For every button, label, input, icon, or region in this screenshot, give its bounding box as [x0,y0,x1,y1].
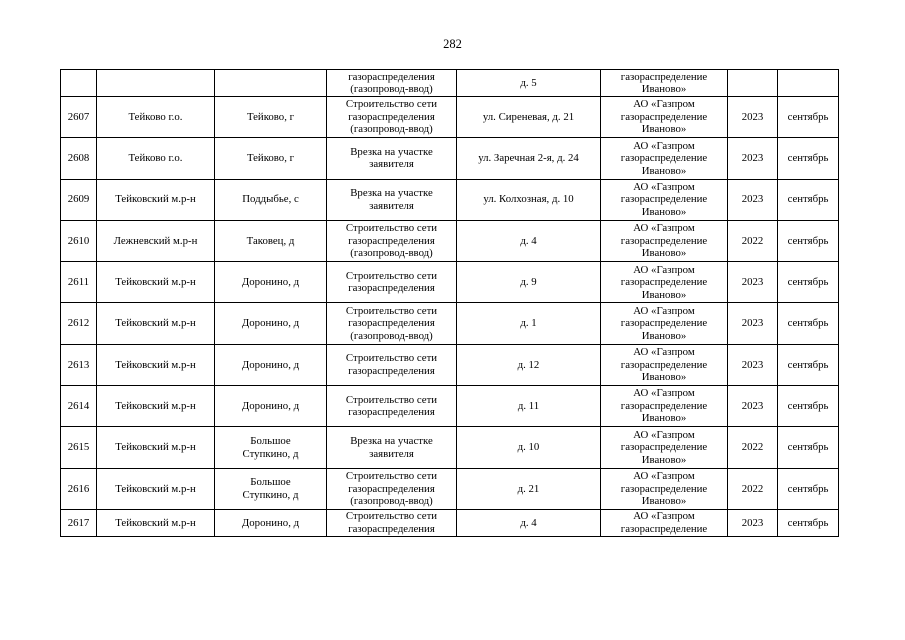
address-cell: д. 21 [457,468,601,509]
year-cell: 2023 [728,386,778,427]
address-cell: д. 4 [457,509,601,536]
table-row [61,70,839,97]
locality-cell-line: Доронино, д [241,399,300,412]
work-type-cell-line: Строительство сети [345,510,438,523]
month-cell [778,70,839,97]
address-cell: д. 9 [457,262,601,303]
operator-cell-line: Иваново» [641,329,687,342]
year-cell [728,70,778,97]
work-type-cell [327,509,457,536]
operator-cell [601,262,728,303]
operator-cell-line: газораспределение [620,522,708,535]
locality-cell-line: Таковец, д [246,234,295,247]
operator-cell-line: Иваново» [641,164,687,177]
operator-cell [601,344,728,385]
operator-cell [601,138,728,179]
address-cell: ул. Сиреневая, д. 21 [457,97,601,138]
operator-cell-line: АО «Газпром [633,387,695,400]
work-type-cell-line: Врезка на участке [350,145,433,158]
table-row [61,97,839,138]
work-type-cell [327,303,457,344]
operator-cell-line: АО «Газпром [633,470,695,483]
table-row [61,427,839,468]
table-row [61,386,839,427]
locality-cell-line: Большое [250,476,291,489]
operator-cell-line: АО «Газпром [633,139,695,152]
operator-cell-line: АО «Газпром [633,98,695,111]
operator-cell [601,468,728,509]
operator-cell [601,303,728,344]
table-row [61,303,839,344]
row-number-cell: 2611 [61,262,97,303]
page-number: 282 [443,37,462,51]
row-number-cell: 2607 [61,97,97,138]
locality-cell [215,386,327,427]
work-type-cell-line: Строительство сети [345,393,438,406]
work-type-cell-line: Строительство сети [345,470,438,483]
row-number-cell: 2608 [61,138,97,179]
district-cell: Тейковский м.р-н [97,179,215,220]
work-type-cell-line: Строительство сети [345,269,438,282]
locality-cell-line: Ступкино, д [242,488,299,501]
row-number-cell: 2617 [61,509,97,536]
operator-cell-line: АО «Газпром [633,346,695,359]
work-type-cell-line: заявителя [369,447,414,460]
year-cell: 2022 [728,427,778,468]
district-cell [97,70,215,97]
work-type-cell [327,138,457,179]
locality-cell-line: Доронино, д [241,317,300,330]
table-row [61,468,839,509]
row-number-cell: 2609 [61,179,97,220]
district-cell: Тейковский м.р-н [97,344,215,385]
operator-cell [601,70,728,97]
locality-cell [215,220,327,261]
table-row [61,262,839,303]
operator-cell-line: газораспределение [620,317,708,330]
operator-cell-line: газораспределение [620,482,708,495]
month-cell: сентябрь [778,179,839,220]
work-type-cell-line: газораспределения [348,317,435,330]
work-type-cell [327,468,457,509]
operator-cell [601,509,728,536]
operator-cell-line: газораспределение [620,110,708,123]
operator-cell-line: Иваново» [641,453,687,466]
row-number-cell: 2616 [61,468,97,509]
work-type-cell-line: Врезка на участке [350,187,433,200]
operator-cell-line: газораспределение [620,70,708,83]
row-number-cell: 2612 [61,303,97,344]
work-type-cell [327,262,457,303]
operator-cell [601,97,728,138]
year-cell: 2023 [728,509,778,536]
work-type-cell-line: газораспределения [348,482,435,495]
work-type-cell-line: Врезка на участке [350,435,433,448]
address-cell: д. 5 [457,70,601,97]
operator-cell-line: Иваново» [641,412,687,425]
district-cell: Тейково г.о. [97,138,215,179]
month-cell: сентябрь [778,468,839,509]
locality-cell [215,468,327,509]
operator-cell-line: АО «Газпром [633,510,695,523]
operator-cell-line: АО «Газпром [633,428,695,441]
operator-cell-line: АО «Газпром [633,304,695,317]
work-type-cell [327,344,457,385]
locality-cell-line: Тейково, г [246,152,295,165]
district-cell: Тейковский м.р-н [97,262,215,303]
table-row [61,138,839,179]
operator-cell-line: газораспределение [620,441,708,454]
locality-cell [215,509,327,536]
row-number-cell: 2614 [61,386,97,427]
work-type-cell [327,220,457,261]
table-row [61,220,839,261]
locality-cell [215,179,327,220]
year-cell: 2023 [728,303,778,344]
work-type-cell-line: (газопровод-ввод) [350,247,433,260]
district-cell: Тейковский м.р-н [97,509,215,536]
work-type-cell [327,386,457,427]
address-cell: д. 4 [457,220,601,261]
operator-cell-line: Иваново» [641,247,687,260]
operator-cell-line: АО «Газпром [633,263,695,276]
district-cell: Тейково г.о. [97,97,215,138]
work-type-cell-line: (газопровод-ввод) [350,123,433,136]
work-type-cell-line: газораспределения [348,70,435,83]
operator-cell-line: Иваново» [641,123,687,136]
operator-cell-line: газораспределение [620,193,708,206]
operator-cell [601,179,728,220]
work-type-cell-line: (газопровод-ввод) [350,83,433,95]
district-cell: Тейковский м.р-н [97,468,215,509]
locality-cell [215,70,327,97]
month-cell: сентябрь [778,427,839,468]
operator-cell-line: газораспределение [620,152,708,165]
year-cell: 2022 [728,468,778,509]
operator-cell-line: АО «Газпром [633,222,695,235]
year-cell: 2023 [728,262,778,303]
month-cell: сентябрь [778,262,839,303]
operator-cell [601,386,728,427]
locality-cell-line: Доронино, д [241,358,300,371]
work-type-cell [327,179,457,220]
table-row [61,179,839,220]
row-number-cell [61,70,97,97]
operator-cell-line: Иваново» [641,83,687,95]
table-row [61,344,839,385]
work-type-cell-line: Строительство сети [345,304,438,317]
address-cell: ул. Колхозная, д. 10 [457,179,601,220]
month-cell: сентябрь [778,344,839,385]
operator-cell-line: Иваново» [641,495,687,508]
table-body [61,70,839,537]
locality-cell-line: Доронино, д [241,276,300,289]
year-cell: 2023 [728,179,778,220]
row-number-cell: 2613 [61,344,97,385]
operator-cell-line: Иваново» [641,371,687,384]
operator-cell [601,427,728,468]
locality-cell [215,427,327,468]
work-type-cell-line: газораспределения [348,406,435,419]
year-cell: 2023 [728,97,778,138]
locality-cell-line: Ступкино, д [242,447,299,460]
locality-cell-line: Тейково, г [246,110,295,123]
work-type-cell [327,427,457,468]
month-cell: сентябрь [778,138,839,179]
operator-cell [601,220,728,261]
row-number-cell: 2610 [61,220,97,261]
work-type-cell-line: газораспределения [348,110,435,123]
address-cell: ул. Заречная 2-я, д. 24 [457,138,601,179]
address-cell: д. 11 [457,386,601,427]
work-type-cell-line: заявителя [369,158,414,171]
work-type-cell-line: (газопровод-ввод) [350,329,433,342]
work-type-cell-line: (газопровод-ввод) [350,495,433,508]
year-cell: 2022 [728,220,778,261]
table-row [61,509,839,536]
work-type-cell [327,97,457,138]
locality-cell [215,138,327,179]
district-cell: Тейковский м.р-н [97,427,215,468]
work-type-cell-line: газораспределения [348,234,435,247]
row-number-cell: 2615 [61,427,97,468]
operator-cell-line: Иваново» [641,205,687,218]
month-cell: сентябрь [778,303,839,344]
month-cell: сентябрь [778,97,839,138]
locality-cell [215,344,327,385]
work-type-cell [327,70,457,97]
month-cell: сентябрь [778,220,839,261]
work-type-cell-line: Строительство сети [345,222,438,235]
locality-cell-line: Большое [250,435,291,448]
work-type-cell-line: Строительство сети [345,98,438,111]
year-cell: 2023 [728,344,778,385]
gas-connection-table [60,69,839,537]
operator-cell-line: АО «Газпром [633,180,695,193]
work-type-cell-line: газораспределения [348,522,435,535]
work-type-cell-line: газораспределения [348,282,435,295]
address-cell: д. 1 [457,303,601,344]
month-cell: сентябрь [778,509,839,536]
work-type-cell-line: Строительство сети [345,352,438,365]
operator-cell-line: Иваново» [641,288,687,301]
locality-cell [215,97,327,138]
work-type-cell-line: заявителя [369,199,414,212]
district-cell: Лежневский м.р-н [97,220,215,261]
work-type-cell-line: газораспределения [348,364,435,377]
operator-cell-line: газораспределение [620,234,708,247]
locality-cell-line: Доронино, д [241,516,300,529]
district-cell: Тейковский м.р-н [97,386,215,427]
district-cell: Тейковский м.р-н [97,303,215,344]
year-cell: 2023 [728,138,778,179]
locality-cell [215,262,327,303]
operator-cell-line: газораспределение [620,358,708,371]
address-cell: д. 12 [457,344,601,385]
month-cell: сентябрь [778,386,839,427]
locality-cell-line: Поддыбье, с [242,193,299,206]
operator-cell-line: газораспределение [620,399,708,412]
address-cell: д. 10 [457,427,601,468]
operator-cell-line: газораспределение [620,276,708,289]
locality-cell [215,303,327,344]
